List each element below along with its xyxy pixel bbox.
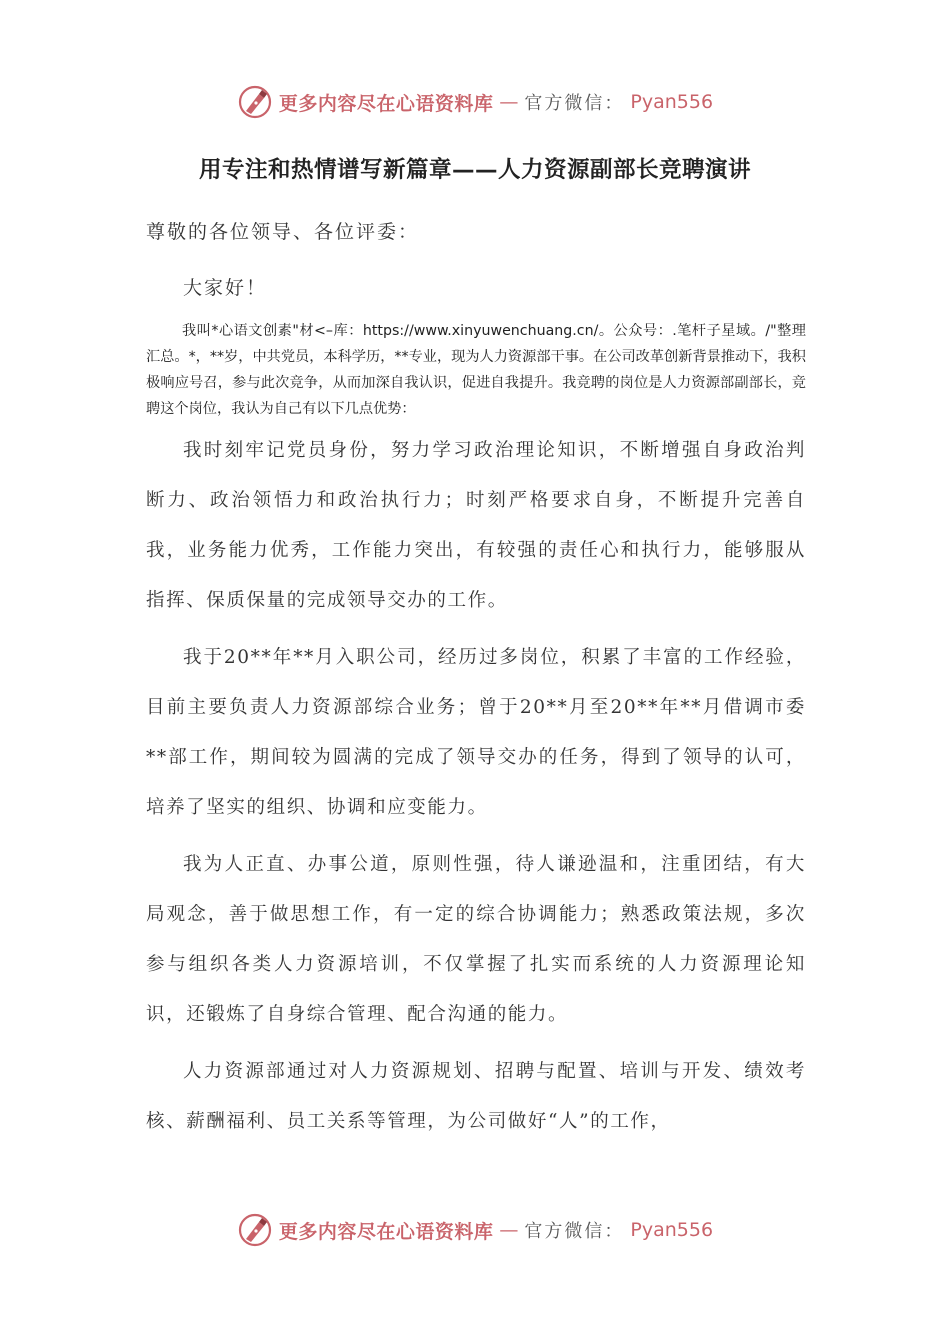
header-banner	[0, 80, 950, 124]
body-paragraph: 人力资源部通过对人力资源规划、招聘与配置、培训与开发、绩效考核、薪酬福利、员工关系等管理，为公司做好“人”的工作，	[146, 1061, 806, 1132]
banner-wechat-id: Pyan556	[630, 91, 714, 113]
banner-wechat-id: Pyan556	[630, 1219, 714, 1241]
body-paragraph: 我于20**年**月入职公司，经历过多岗位，积累了丰富的工作经验，目前主要负责人力资源部综合业务；曾于20**月至20**年**月借调市委**部工作，期间较为圆满的完成了领导交办的任务，得到了领导的认可，培养了坚实的组织、协调和应变能力。	[146, 647, 806, 818]
banner-site-name: 更多内容尽在心语资料库	[278, 92, 494, 115]
banner-wechat-label: 官方微信：	[524, 1221, 625, 1242]
banner-dash: —	[499, 1219, 519, 1241]
pen-nib-icon	[237, 84, 273, 120]
hello-line: 大家好！	[183, 277, 268, 299]
banner-site-name: 更多内容尽在心语资料库	[278, 1220, 494, 1243]
banner-dash: —	[499, 91, 519, 113]
banner-wechat-label: 官方微信：	[524, 93, 625, 114]
body-paragraph: 我时刻牢记党员身份，努力学习政治理论知识，不断增强自身政治判断力、政治领悟力和政治执行力；时刻严格要求自身，不断提升完善自我，业务能力优秀，工作能力突出，有较强的责任心和执行力，能够服从指挥、保质保量的完成领导交办的工作。	[146, 440, 806, 611]
footer-banner	[0, 1208, 950, 1252]
pen-nib-icon	[237, 1212, 273, 1248]
document-title: 用专注和热情谱写新篇章——人力资源副部长竞聘演讲	[198, 157, 751, 183]
intro-paragraph: 我叫*心语文创素"材<–库：https://www.xinyuwenchuang.cn/。公众号：.笔杆子星域。/"整理汇总。*，**岁，中共党员，本科学历，**专业，现为人力资源部干事。在公司改革创新背景推动下，我积极响应号召，参与此次竞争，从而加深自我认识，促进自我提升。我竞聘的岗位是人力资源部副部长，竞聘这个岗位，我认为自己有以下几点优势：	[146, 323, 806, 417]
body-paragraph: 我为人正直、办事公道，原则性强，待人谦逊温和，注重团结，有大局观念，善于做思想工作，有一定的综合协调能力；熟悉政策法规，多次参与组织各类人力资源培训，不仅掌握了扎实而系统的人力资源理论知识，还锻炼了自身综合管理、配合沟通的能力。	[146, 854, 806, 1025]
greeting: 尊敬的各位领导、各位评委：	[146, 221, 420, 243]
